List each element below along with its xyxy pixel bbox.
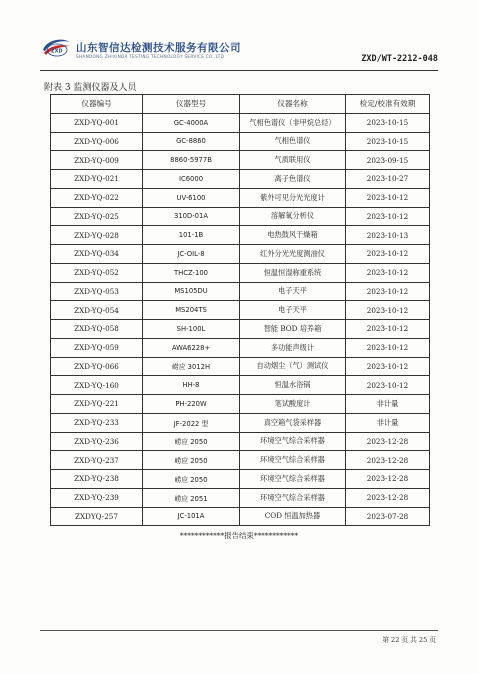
instrument-code-cell: ZXD-YQ-239 (51, 488, 143, 507)
instrument-name-cell: 气相色谱仪（非甲烷总烃） (240, 113, 346, 132)
page-header (40, 36, 438, 70)
instrument-model-cell: MS204TS (143, 301, 240, 320)
table-row (51, 488, 430, 507)
instrument-name-cell: 恒温水浴锅 (240, 376, 346, 395)
column-header-code: 仪器编号 (51, 95, 143, 114)
table-row (51, 301, 430, 320)
instrument-name-cell: 电热鼓风干燥箱 (240, 226, 346, 245)
table-row (51, 207, 430, 226)
column-header-name: 仪器名称 (240, 95, 346, 114)
instrument-name-cell: 气相色谱仪 (240, 132, 346, 151)
instrument-name-cell: 笔试酸度计 (240, 395, 346, 414)
instrument-name-cell: 智能 BOD 培养箱 (240, 320, 346, 339)
validity-date-cell: 2023-10-12 (346, 282, 430, 301)
report-number: ZXD/WT-2212-048 (361, 54, 438, 64)
company-name-cn: 山东智信达检测技术服务有限公司 (76, 42, 241, 54)
instrument-code-cell: ZXD-YQ-028 (51, 226, 143, 245)
instrument-name-cell: 电子天平 (240, 282, 346, 301)
instrument-code-cell: ZXD-YQ-238 (51, 470, 143, 489)
instrument-code-cell: ZXD-YQ-034 (51, 245, 143, 264)
validity-date-cell: 2023-10-12 (346, 207, 430, 226)
instrument-code-cell: ZXD-YQ-160 (51, 376, 143, 395)
instrument-name-cell: 环境空气综合采样器 (240, 488, 346, 507)
instrument-model-cell: 崂应 2050 (143, 470, 240, 489)
table-row (51, 376, 430, 395)
instrument-code-cell: ZXD-YQ-025 (51, 207, 143, 226)
instrument-name-cell: 红外分光光度测油仪 (240, 245, 346, 264)
instrument-table (50, 94, 430, 526)
column-header-validity: 检定/校准有效期 (346, 95, 430, 114)
table-row (51, 338, 430, 357)
instrument-code-cell: ZXD-YQ-022 (51, 188, 143, 207)
table-row (51, 507, 430, 526)
instrument-model-cell: HH-8 (143, 376, 240, 395)
instrument-model-cell: 崂应 3012H (143, 357, 240, 376)
instrument-model-cell: 101-1B (143, 226, 240, 245)
table-row (51, 413, 430, 432)
instrument-code-cell: ZXD-YQ-054 (51, 301, 143, 320)
validity-date-cell: 2023-12-28 (346, 470, 430, 489)
instrument-code-cell: ZXD-YQ-059 (51, 338, 143, 357)
column-header-model: 仪器型号 (143, 95, 240, 114)
validity-date-cell: 2023-07-28 (346, 507, 430, 526)
validity-date-cell: 2023-10-15 (346, 132, 430, 151)
instrument-model-cell: THCZ-100 (143, 263, 240, 282)
validity-date-cell: 2023-12-28 (346, 432, 430, 451)
instrument-name-cell: 气质联用仪 (240, 151, 346, 170)
instrument-model-cell: 崂应 2050 (143, 432, 240, 451)
company-name-en: SHANDONG ZHIXINDA TESTING TECHNOLOGY SERVICE CO.,LTD (76, 54, 225, 59)
validity-date-cell: 2023-12-28 (346, 488, 430, 507)
table-row (51, 432, 430, 451)
validity-date-cell: 2023-10-12 (346, 301, 430, 320)
validity-date-cell: 2023-10-12 (346, 338, 430, 357)
validity-date-cell: 2023-10-12 (346, 376, 430, 395)
instrument-code-cell: ZXD-YQ-236 (51, 432, 143, 451)
instrument-name-cell: 环境空气综合采样器 (240, 432, 346, 451)
instrument-name-cell: 溶解氧分析仪 (240, 207, 346, 226)
instrument-model-cell: JC-OIL-8 (143, 245, 240, 264)
validity-date-cell: 2023-10-13 (346, 226, 430, 245)
validity-date-cell: 2023-10-27 (346, 170, 430, 189)
instrument-code-cell: ZXDYQ-257 (51, 507, 143, 526)
validity-date-cell: 2023-10-12 (346, 320, 430, 339)
instrument-code-cell: ZXD-YQ-052 (51, 263, 143, 282)
validity-date-cell: 非计量 (346, 413, 430, 432)
table-row (51, 113, 430, 132)
instrument-model-cell: GC-4000A (143, 113, 240, 132)
instrument-model-cell: 崂应 2051 (143, 488, 240, 507)
instrument-name-cell: COD 恒温加热器 (240, 507, 346, 526)
instrument-code-cell: ZXD-YQ-021 (51, 170, 143, 189)
table-row (51, 170, 430, 189)
table-row (51, 451, 430, 470)
table-caption: 附表 3 监测仪器及人员 (44, 83, 137, 93)
table-header-row (51, 95, 430, 114)
report-end-note: ************报告结束************ (179, 531, 299, 540)
validity-date-cell: 2023-10-12 (346, 263, 430, 282)
instrument-name-cell: 电子天平 (240, 301, 346, 320)
instrument-model-cell: 崂应 2050 (143, 451, 240, 470)
instrument-code-cell: ZXD-YQ-009 (51, 151, 143, 170)
validity-date-cell: 2023-10-15 (346, 113, 430, 132)
instrument-code-cell: ZXD-YQ-066 (51, 357, 143, 376)
instrument-model-cell: UV-6100 (143, 188, 240, 207)
instrument-code-cell: ZXD-YQ-221 (51, 395, 143, 414)
table-row (51, 320, 430, 339)
table-row (51, 226, 430, 245)
instrument-name-cell: 环境空气综合采样器 (240, 451, 346, 470)
table-row (51, 151, 430, 170)
validity-date-cell: 非计量 (346, 395, 430, 414)
table-row (51, 470, 430, 489)
instrument-code-cell: ZXD-YQ-058 (51, 320, 143, 339)
validity-date-cell: 2023-10-12 (346, 188, 430, 207)
validity-date-cell: 2023-12-28 (346, 451, 430, 470)
instrument-model-cell: PH-220W (143, 395, 240, 414)
instrument-model-cell: SH-100L (143, 320, 240, 339)
instrument-model-cell: JC-101A (143, 507, 240, 526)
validity-date-cell: 2023-09-15 (346, 151, 430, 170)
instrument-model-cell: 8860-5977B (143, 151, 240, 170)
header-divider (40, 70, 438, 71)
instrument-code-cell: ZXD-YQ-233 (51, 413, 143, 432)
validity-date-cell: 2023-10-12 (346, 357, 430, 376)
instrument-model-cell: 310D-01A (143, 207, 240, 226)
instrument-name-cell: 紫外可见分光光度计 (240, 188, 346, 207)
instrument-model-cell: IC6000 (143, 170, 240, 189)
instrument-name-cell: 环境空气综合采样器 (240, 470, 346, 489)
table-row (51, 132, 430, 151)
footer-divider (40, 630, 438, 631)
logo-text: ZXD (51, 48, 63, 55)
instrument-code-cell: ZXD-YQ-006 (51, 132, 143, 151)
table-row (51, 395, 430, 414)
instrument-name-cell: 离子色谱仪 (240, 170, 346, 189)
instrument-code-cell: ZXD-YQ-001 (51, 113, 143, 132)
instrument-model-cell: JF-2022 型 (143, 413, 240, 432)
validity-date-cell: 2023-10-12 (346, 245, 430, 264)
instrument-code-cell: ZXD-YQ-053 (51, 282, 143, 301)
instrument-code-cell: ZXD-YQ-237 (51, 451, 143, 470)
table-row (51, 245, 430, 264)
table-row (51, 188, 430, 207)
instrument-name-cell: 多功能声级计 (240, 338, 346, 357)
instrument-model-cell: AWA6228+ (143, 338, 240, 357)
table-row (51, 263, 430, 282)
company-logo (40, 36, 72, 60)
instrument-model-cell: MS105DU (143, 282, 240, 301)
page-number: 第 22 页 共 25 页 (382, 636, 436, 644)
instrument-name-cell: 自动烟尘（气）测试仪 (240, 357, 346, 376)
instrument-name-cell: 真空箱气袋采样器 (240, 413, 346, 432)
instrument-name-cell: 恒温恒湿称重系统 (240, 263, 346, 282)
table-row (51, 282, 430, 301)
table-row (51, 357, 430, 376)
instrument-model-cell: GC-8860 (143, 132, 240, 151)
